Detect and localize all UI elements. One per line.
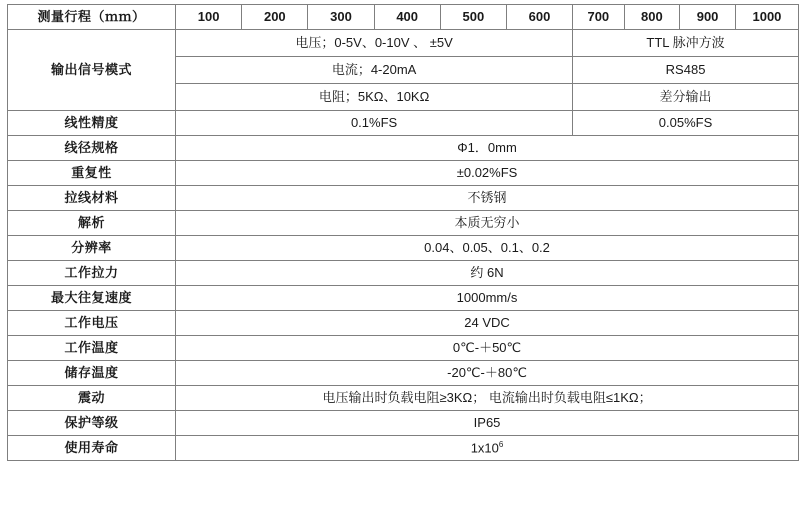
- row-label-repeatability: 重复性: [8, 161, 176, 186]
- row-value-vibration: 电压输出时负载电阻≥3KΩ； 电流输出时负载电阻≤1KΩ；: [176, 386, 799, 411]
- range-value: 900: [680, 5, 736, 30]
- signal-mode-ttl: TTL 脉冲方波: [573, 30, 799, 57]
- row-value-resolution: 0.04、0.05、0.1、0.2: [176, 236, 799, 261]
- table-row: [8, 136, 799, 161]
- row-value-working-tension: 约 6N: [176, 261, 799, 286]
- signal-mode-resistance: 电阻；5KΩ、10KΩ: [176, 84, 573, 111]
- signal-mode-current: 电流；4-20mA: [176, 57, 573, 84]
- row-label-service-life: 使用寿命: [8, 436, 176, 461]
- row-label-protection-grade: 保护等级: [8, 411, 176, 436]
- table-row: [8, 261, 799, 286]
- row-value-max-speed: 1000mm/s: [176, 286, 799, 311]
- row-label-wire-diameter: 线径规格: [8, 136, 176, 161]
- row-value-wire-diameter: Φ1．0mm: [176, 136, 799, 161]
- row-label-output-signal-mode: 输出信号模式: [8, 30, 176, 111]
- row-label-working-temperature: 工作温度: [8, 336, 176, 361]
- row-value-service-life: [176, 436, 799, 461]
- table-row: [8, 336, 799, 361]
- signal-mode-differential: 差分输出: [573, 84, 799, 111]
- range-value: 600: [506, 5, 572, 30]
- row-value-protection-grade: IP65: [176, 411, 799, 436]
- row-label-storage-temperature: 储存温度: [8, 361, 176, 386]
- row-label-linearity: 线性精度: [8, 111, 176, 136]
- range-value: 1000: [735, 5, 798, 30]
- range-value: 200: [242, 5, 308, 30]
- row-value-working-voltage: 24 VDC: [176, 311, 799, 336]
- row-label-resolution-analysis: 解析: [8, 211, 176, 236]
- row-label-resolution: 分辨率: [8, 236, 176, 261]
- range-value: 700: [573, 5, 624, 30]
- row-label-measuring-range: 测量行程（ｍｍ）: [8, 5, 176, 30]
- row-value-repeatability: ±0.02%FS: [176, 161, 799, 186]
- range-value: 300: [308, 5, 374, 30]
- linearity-value-standard: 0.1%FS: [176, 111, 573, 136]
- linearity-value-high: 0.05%FS: [573, 111, 799, 136]
- signal-mode-voltage: 电压；0-5V、0-10V 、 ±5V: [176, 30, 573, 57]
- table-row-range: [8, 5, 799, 30]
- row-label-working-tension: 工作拉力: [8, 261, 176, 286]
- table-row: [8, 411, 799, 436]
- signal-mode-rs485: RS485: [573, 57, 799, 84]
- range-value: 400: [374, 5, 440, 30]
- row-label-wire-material: 拉线材料: [8, 186, 176, 211]
- table-row: [8, 311, 799, 336]
- range-value: 100: [176, 5, 242, 30]
- table-row: [8, 236, 799, 261]
- range-value: 500: [440, 5, 506, 30]
- row-label-max-speed: 最大往复速度: [8, 286, 176, 311]
- row-value-resolution-analysis: 本质无穷小: [176, 211, 799, 236]
- service-life-base: 1x10: [470, 440, 499, 456]
- row-label-working-voltage: 工作电压: [8, 311, 176, 336]
- row-value-wire-material: 不锈钢: [176, 186, 799, 211]
- range-value: 800: [624, 5, 680, 30]
- table-row: [8, 361, 799, 386]
- specification-table: [7, 4, 799, 461]
- row-label-vibration: 震动: [8, 386, 176, 411]
- table-row-lifetime: [8, 436, 799, 461]
- table-row-signal-mode-1: [8, 30, 799, 57]
- table-row: [8, 161, 799, 186]
- row-value-working-temperature: 0℃-＋50℃: [176, 336, 799, 361]
- table-row: [8, 211, 799, 236]
- row-value-storage-temperature: -20℃-＋80℃: [176, 361, 799, 386]
- table-row: [8, 286, 799, 311]
- table-row: [8, 386, 799, 411]
- table-row: [8, 186, 799, 211]
- table-row-linearity: [8, 111, 799, 136]
- service-life-exponent: 6: [498, 439, 504, 449]
